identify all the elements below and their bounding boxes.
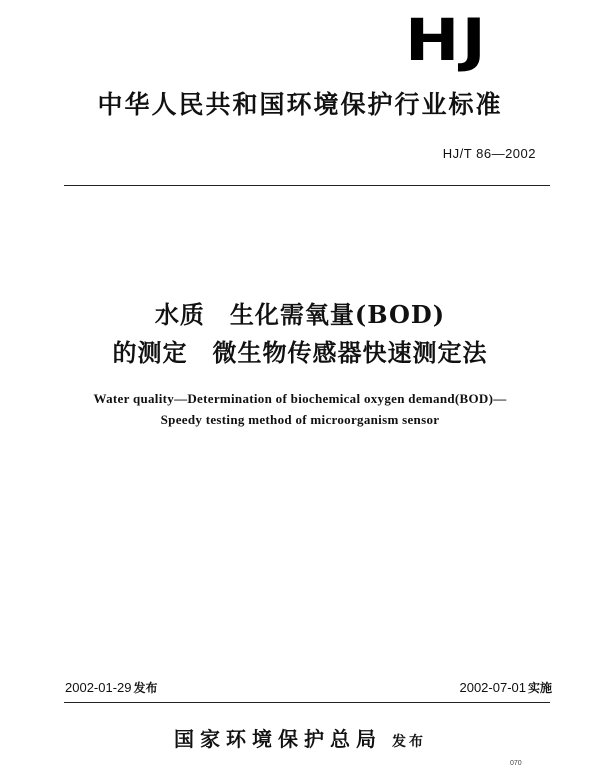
issuer-name: 国家环境保护总局 xyxy=(174,727,382,751)
title-en-line2: Speedy testing method of microorganism sensor xyxy=(160,412,440,427)
issue-label: 发布 xyxy=(133,681,158,695)
issue-date: 2002-01-29 xyxy=(65,680,132,695)
issuer-label: 发布 xyxy=(392,734,426,750)
organization-title: 中华人民共和国环境保护行业标准 xyxy=(97,90,503,119)
top-divider xyxy=(64,185,550,186)
hj-logo: HJ xyxy=(405,6,489,74)
standard-number: HJ/T 86—2002 xyxy=(442,146,536,161)
bottom-divider xyxy=(64,702,550,703)
effective-label: 实施 xyxy=(527,681,552,695)
title-cn-line2: 的测定 微生物传感器快速测定法 xyxy=(112,338,488,367)
page-number: 070 xyxy=(510,760,522,767)
title-cn-line1: 水质 生化需氧量(BOD) xyxy=(154,300,446,329)
title-en-line1: Water quality—Determination of biochemical oxygen demand(BOD)— xyxy=(93,391,507,406)
effective-date: 2002-07-01 xyxy=(459,680,526,695)
issuer-block xyxy=(0,726,600,755)
issue-date-block xyxy=(65,680,158,696)
effective-date-block xyxy=(459,680,552,696)
